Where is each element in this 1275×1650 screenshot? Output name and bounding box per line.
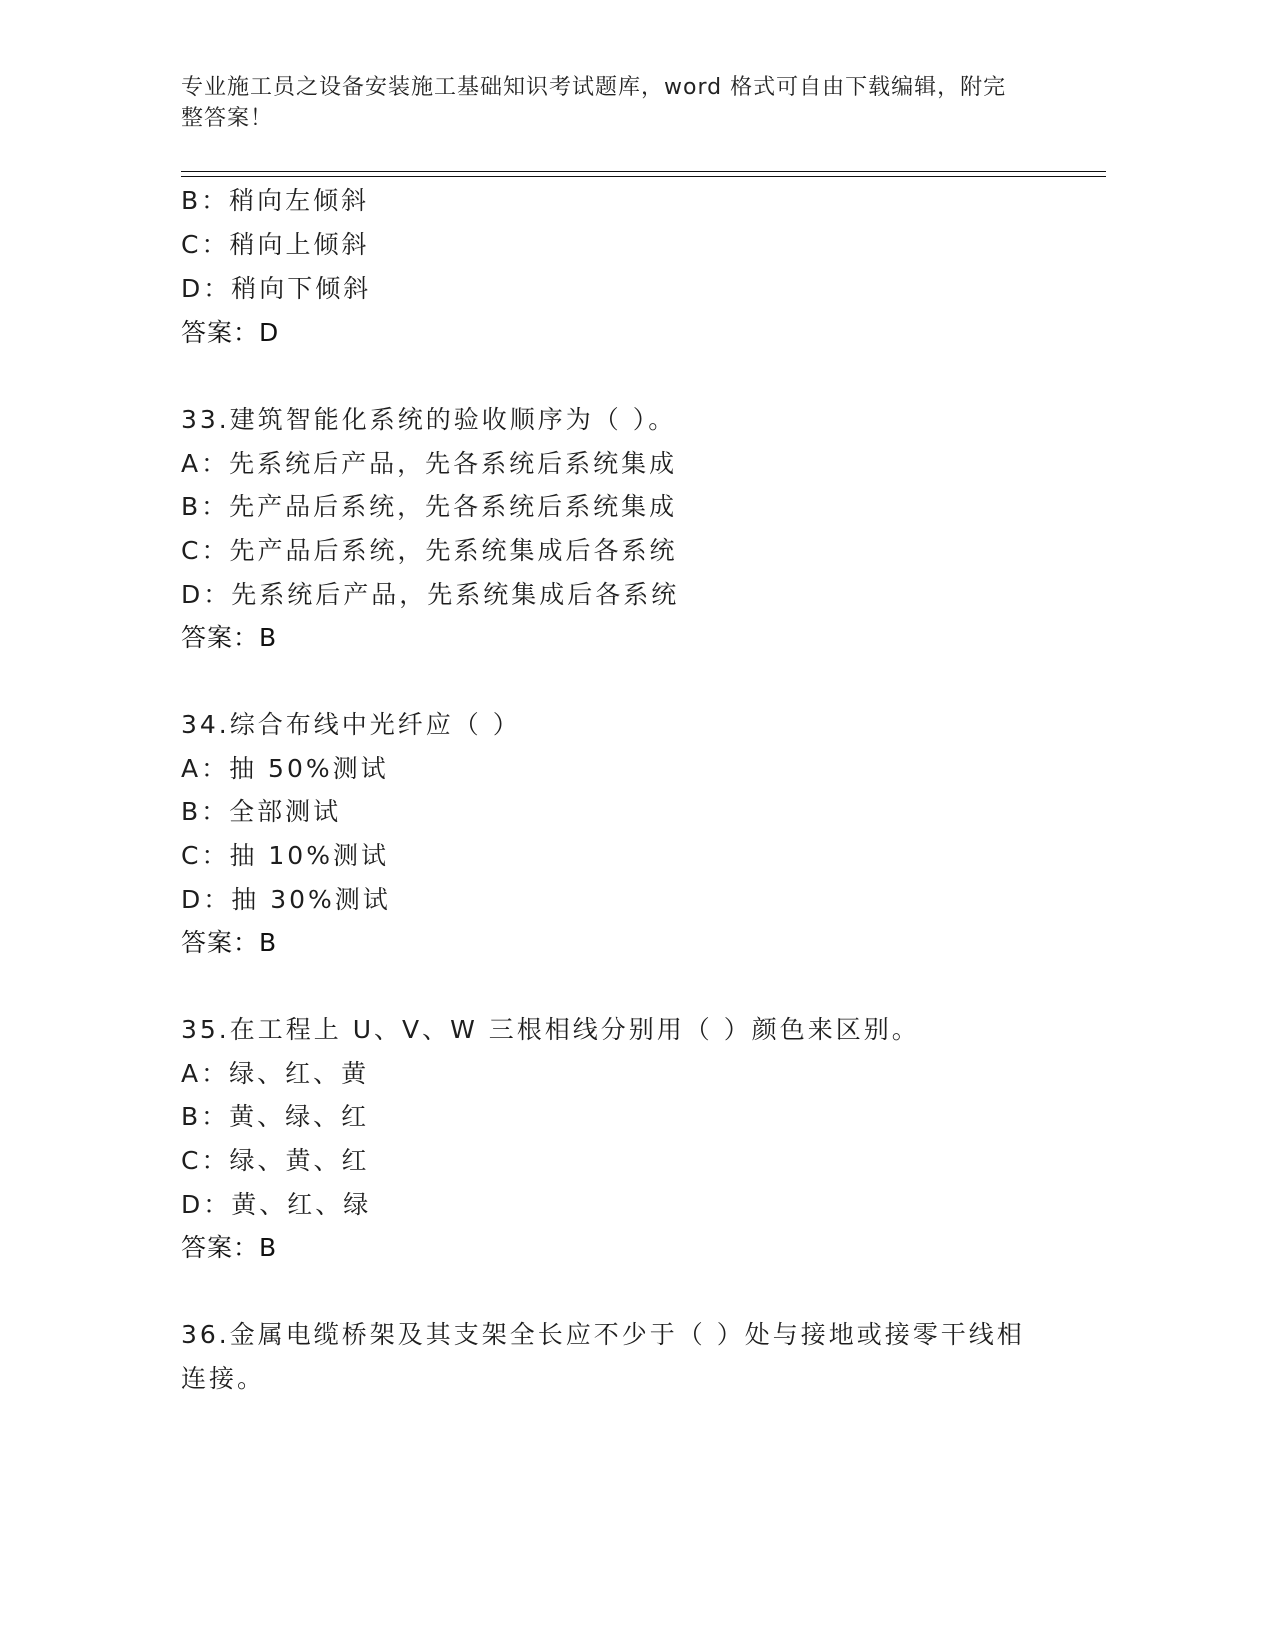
q32-answer: 答案：D xyxy=(181,318,280,347)
q35-option-b: B：黄、绿、红 xyxy=(181,1102,370,1131)
q35-option-c: C：绿、黄、红 xyxy=(181,1146,370,1175)
document-header xyxy=(181,72,1061,134)
q32-option-c: C：稍向上倾斜 xyxy=(181,230,370,259)
q36-question-line-1: 36.金属电缆桥架及其支架全长应不少于（ ）处与接地或接零干线相 xyxy=(181,1320,1025,1349)
q34-option-c: C：抽 10%测试 xyxy=(181,841,389,870)
header-divider-top xyxy=(181,171,1106,172)
q34-answer: 答案：B xyxy=(181,928,278,957)
q33-option-a: A：先系统后产品，先各系统后系统集成 xyxy=(181,449,678,478)
q33-option-d: D：先系统后产品，先系统集成后各系统 xyxy=(181,580,680,609)
q33-question: 33.建筑智能化系统的验收顺序为（ ）。 xyxy=(181,405,677,434)
q34-option-b: B：全部测试 xyxy=(181,797,342,826)
header-title-line-2: 整答案！ xyxy=(181,106,274,131)
q36-question-line-2: 连接。 xyxy=(181,1364,266,1393)
q34-question: 34.综合布线中光纤应（ ） xyxy=(181,710,521,739)
q33-option-c: C：先产品后系统，先系统集成后各系统 xyxy=(181,536,678,565)
header-title-line-1: 专业施工员之设备安装施工基础知识考试题库，word 格式可自由下载编辑，附完 xyxy=(181,75,1007,100)
q32-option-d: D：稍向下倾斜 xyxy=(181,274,372,303)
q35-option-a: A：绿、红、黄 xyxy=(181,1059,370,1088)
q34-option-a: A：抽 50%测试 xyxy=(181,754,389,783)
q35-option-d: D：黄、红、绿 xyxy=(181,1190,372,1219)
q33-answer: 答案：B xyxy=(181,623,278,652)
q32-option-b: B：稍向左倾斜 xyxy=(181,186,370,215)
q33-option-b: B：先产品后系统，先各系统后系统集成 xyxy=(181,492,678,521)
q34-option-d: D：抽 30%测试 xyxy=(181,885,391,914)
q35-answer: 答案：B xyxy=(181,1233,278,1262)
q35-question: 35.在工程上 U、V、W 三根相线分别用（ ）颜色来区别。 xyxy=(181,1015,920,1044)
header-divider-bottom xyxy=(181,176,1106,177)
